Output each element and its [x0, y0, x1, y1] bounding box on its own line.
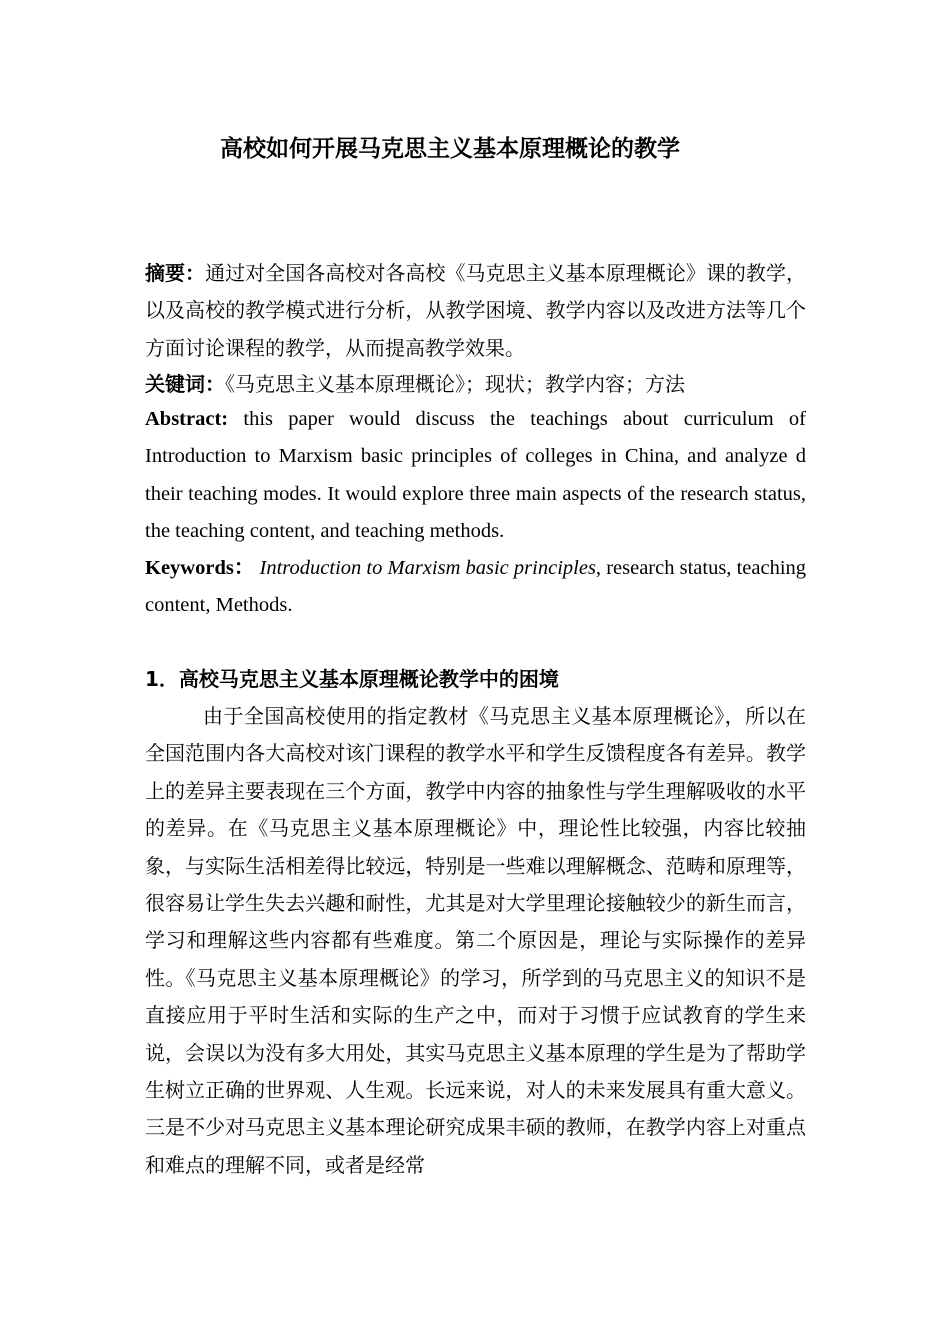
keywords-en [145, 550, 806, 625]
keywords-cn [145, 366, 806, 403]
keywords-en-italic: Introduction to Marxism basic principles [259, 557, 596, 579]
abstract-cn-label: 摘要： [145, 261, 206, 285]
section-paragraph: 由于全国高校使用的指定教材《马克思主义基本原理概论》，所以在全国范围内各大高校对该门课程的教学水平和学生反馈程度各有差异。教学上的差异主要表现在三个方面，教学中内容的抽象性与学生理解吸收的水平的差异。在《马克思主义基本原理概论》中，理论性比较强，内容比较抽象，与实际生活相差得比较远，特别是一些难以理解概念、范畴和原理等，很容易让学生失去兴趣和耐性，尤其是对大学里理论接触较少的新生而言，学习和理解这些内容都有些难度。第二个原因是，理论与实际操作的差异性。《马克思主义基本原理概论》的学习，所学到的马克思主义的知识不是直接应用于平时生活和实际的生产之中，而对于习惯于应试教育的学生来说，会误以为没有多大用处，其实马克思主义基本原理的学生是为了帮助学生树立正确的世界观、人生观。长远来说，对人的未来发展具有重大意义。三是不少对马克思主义基本理论研究成果丰硕的教师，在教学内容上对重点和难点的理解不同，或者是经常 [145, 704, 806, 1177]
abstract-en-label: Abstract: [145, 408, 229, 430]
keywords-en-rest: , research status, teaching content, Methods. [145, 557, 807, 617]
abstract-en [145, 401, 806, 551]
section-heading: 1．高校马克思主义基本原理概论教学中的困境 [145, 667, 559, 691]
page-title: 高校如何开展马克思主义基本原理概论的教学 [220, 136, 680, 162]
keywords-cn-label: 关键词： [145, 372, 225, 396]
abstract-cn-text: 通过对全国各高校对各高校《马克思主义基本原理概论》课的教学，以及高校的教学模式进行分析，从教学困境、教学内容以及改进方法等几个方面讨论课程的教学，从而提高教学效果。 [145, 261, 806, 360]
abstract-cn [145, 255, 806, 367]
keywords-cn-text: 《马克思主义基本原理概论》；现状；教学内容；方法 [225, 372, 685, 396]
keywords-en-label: Keywords： [145, 557, 255, 579]
abstract-en-text: this paper would discuss the teachings about curriculum of Introduction to Marxism basic principles of colleges in China, and analyze d their teaching modes. It would explore three main aspects of the research status, the teaching content, and teaching methods. [145, 408, 806, 543]
